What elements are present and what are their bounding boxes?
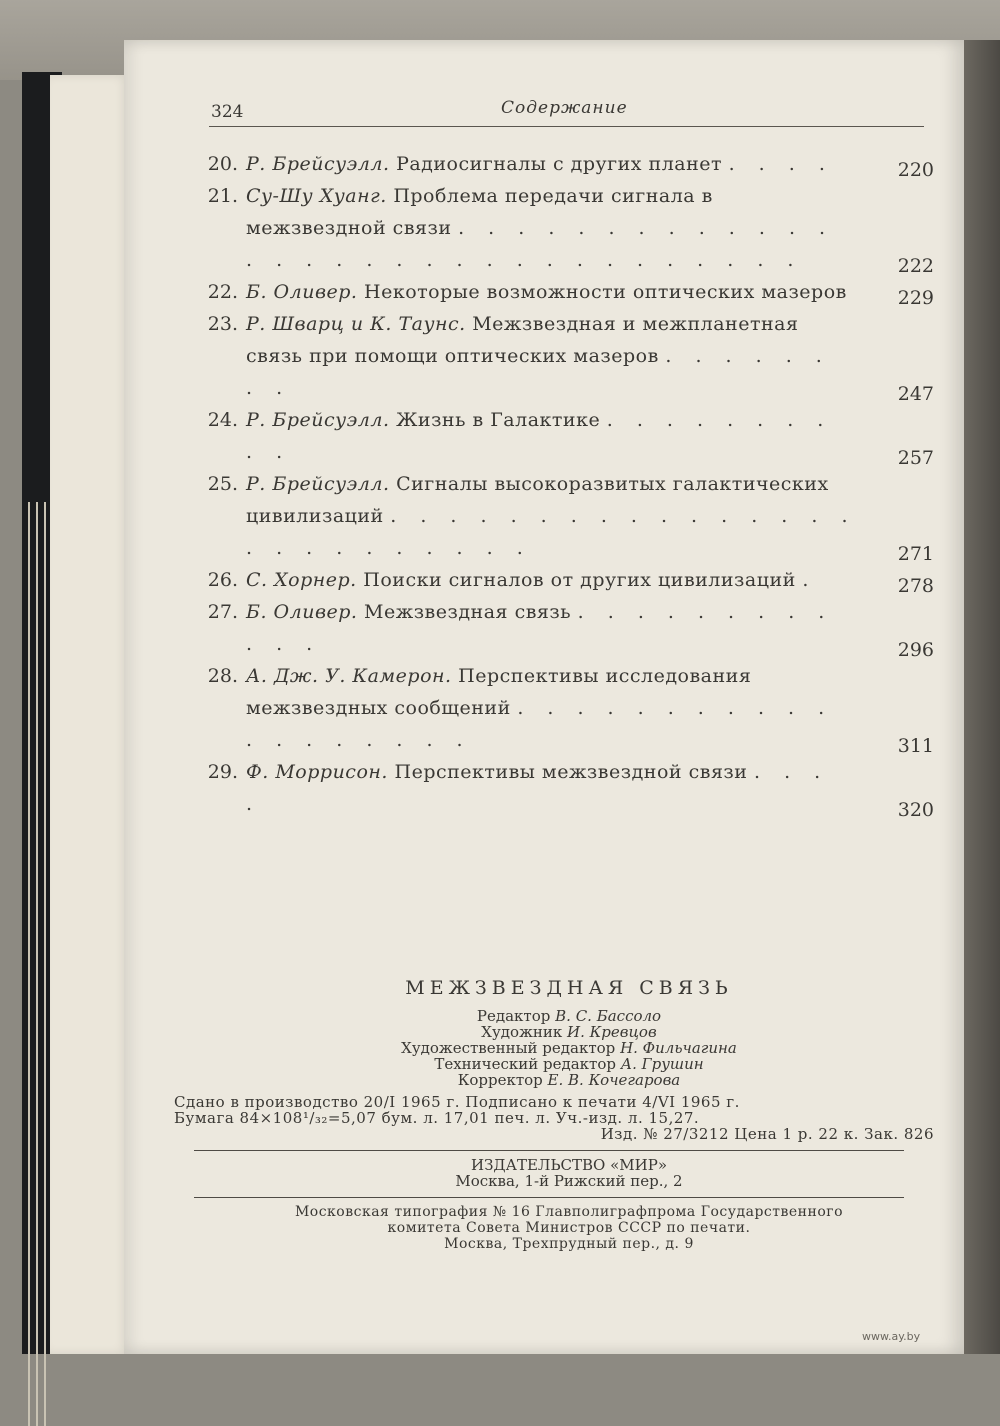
book-title: МЕЖЗВЕЗДНАЯ СВЯЗЬ [405, 977, 733, 999]
dot-leader: . . . . . . . . . . . . . . . . . . . . . . . . . . . . . . . . [246, 217, 835, 271]
dot-leader: . . . . [246, 761, 830, 815]
credit-proofreader [174, 1072, 944, 1088]
entry-author: Р. Шварц и К. Таунс. [246, 313, 466, 335]
running-head [209, 98, 924, 124]
entry-page: 278 [897, 575, 934, 597]
entry-page: 257 [897, 447, 934, 469]
entry-author: А. Дж. У. Камерон. [246, 665, 452, 687]
credit-name: Е. В. Кочегарова [547, 1071, 681, 1089]
credit-name: В. С. Бассоло [555, 1007, 662, 1025]
imprint-rule [194, 1197, 904, 1198]
entry-title: Жизнь в Галактике [396, 409, 601, 431]
dot-leader: . . . . . . . . . . . . . . . . . . . [246, 697, 834, 751]
production-line: Бумага 84×108¹/₃₂=5,07 бум. л. 17,01 печ. л. Уч.-изд. л. 15,27. [174, 1109, 700, 1127]
credit-tech-editor [174, 1056, 944, 1072]
printer-line: Москва, Трехпрудный пер., д. 9 [444, 1236, 694, 1252]
entry-number: 22. [207, 281, 238, 303]
entry-number: 20. [207, 153, 238, 175]
dot-leader: . [802, 569, 818, 591]
book-page [124, 40, 964, 1354]
entry-page: 296 [897, 639, 934, 661]
entry-number: 25. [207, 473, 238, 495]
credit-artist [174, 1024, 944, 1040]
left-page-edge [50, 75, 130, 1354]
section-title: Содержание [501, 98, 628, 118]
entry-number: 21. [207, 185, 238, 207]
entry-author: Р. Брейсуэлл. [246, 409, 390, 431]
entry-author: С. Хорнер. [246, 569, 357, 591]
entry-title: Межзвездная и межпланетная связь при помощи оптических мазеров [246, 313, 799, 367]
toc-entry [194, 148, 934, 180]
entry-page: 311 [897, 735, 934, 757]
entry-page: 271 [897, 543, 934, 565]
entry-page: 220 [897, 159, 934, 181]
imprint-block [174, 977, 944, 1252]
entry-number: 23. [207, 313, 238, 335]
entry-author: Р. Брейсуэлл. [246, 153, 390, 175]
printer-line: Московская типография № 16 Главполиграфпрома Государственного [294, 1204, 844, 1220]
table-of-contents [194, 148, 934, 820]
cover-line [28, 502, 30, 1426]
dot-leader: . . . . . . . . . . [246, 409, 833, 463]
credit-role: Редактор [476, 1007, 551, 1025]
toc-entry [194, 564, 934, 596]
entry-title: Перспективы исследования межзвездных сообщений [246, 665, 752, 719]
dot-leader: . . . . . . . . . . . . [246, 601, 834, 655]
dot-leader: . . . . . . . . [246, 345, 831, 399]
credit-name: Н. Фильчагина [620, 1039, 737, 1057]
credit-role: Художник [481, 1023, 563, 1041]
page-number: 324 [211, 102, 244, 122]
watermark: www.ay.by [862, 1330, 921, 1343]
entry-title: Радиосигналы с других планет [396, 153, 723, 175]
production-line: Сдано в производство 20/I 1965 г. Подписано к печати 4/VI 1965 г. [174, 1093, 740, 1111]
entry-title: Некоторые возможности оптических мазеров [364, 281, 847, 303]
toc-entry [194, 596, 934, 660]
credit-role: Художественный редактор [401, 1039, 616, 1057]
right-shadow [962, 40, 1000, 1354]
entry-author: Р. Брейсуэлл. [246, 473, 390, 495]
entry-page: 229 [897, 287, 934, 309]
entry-number: 29. [207, 761, 238, 783]
toc-entry [194, 756, 934, 820]
toc-entry [194, 468, 934, 564]
cover-line [36, 502, 38, 1426]
dot-leader: . . . . [728, 153, 834, 175]
entry-author: Б. Оливер. [246, 281, 358, 303]
entry-title: Межзвездная связь [364, 601, 572, 623]
toc-entry [194, 660, 934, 756]
entry-page: 247 [897, 383, 934, 405]
credit-name: И. Кревцов [567, 1023, 657, 1041]
entry-author: Б. Оливер. [246, 601, 358, 623]
cover-line [44, 502, 46, 1426]
printer-line: комитета Совета Министров СССР по печати. [387, 1220, 751, 1236]
publisher-address: Москва, 1-й Рижский пер., 2 [455, 1172, 683, 1190]
dot-leader: . . . . . . . . . . . . . . . . . . . . . . . . . . [246, 505, 857, 559]
credit-role: Технический редактор [434, 1055, 616, 1073]
credit-editor [174, 1008, 944, 1024]
entry-page: 320 [897, 799, 934, 821]
entry-title: Сигналы высокоразвитых галактических цивилизаций [246, 473, 829, 527]
entry-title: Проблема передачи сигнала в межзвездной связи [246, 185, 713, 239]
toc-entry [194, 404, 934, 468]
production-details [174, 1094, 944, 1142]
credit-name: А. Грушин [620, 1055, 704, 1073]
entry-title: Перспективы межзвездной связи [394, 761, 748, 783]
entry-author: Ф. Моррисон. [246, 761, 388, 783]
entry-number: 27. [207, 601, 238, 623]
entry-author: Су-Шу Хуанг. [246, 185, 387, 207]
entry-number: 24. [207, 409, 238, 431]
credit-art-editor [174, 1040, 944, 1056]
entry-number: 28. [207, 665, 238, 687]
toc-entry [194, 180, 934, 276]
entry-title: Поиски сигналов от других цивилизаций [363, 569, 796, 591]
header-rule [209, 126, 924, 127]
toc-entry [194, 276, 934, 308]
production-line: Изд. № 27/3212 Цена 1 р. 22 к. Зак. 826 [600, 1125, 934, 1143]
credit-role: Корректор [457, 1071, 543, 1089]
toc-entry [194, 308, 934, 404]
entry-number: 26. [207, 569, 238, 591]
imprint-rule [194, 1150, 904, 1151]
publisher-name: ИЗДАТЕЛЬСТВО «МИР» [470, 1156, 668, 1174]
entry-page: 222 [897, 255, 934, 277]
